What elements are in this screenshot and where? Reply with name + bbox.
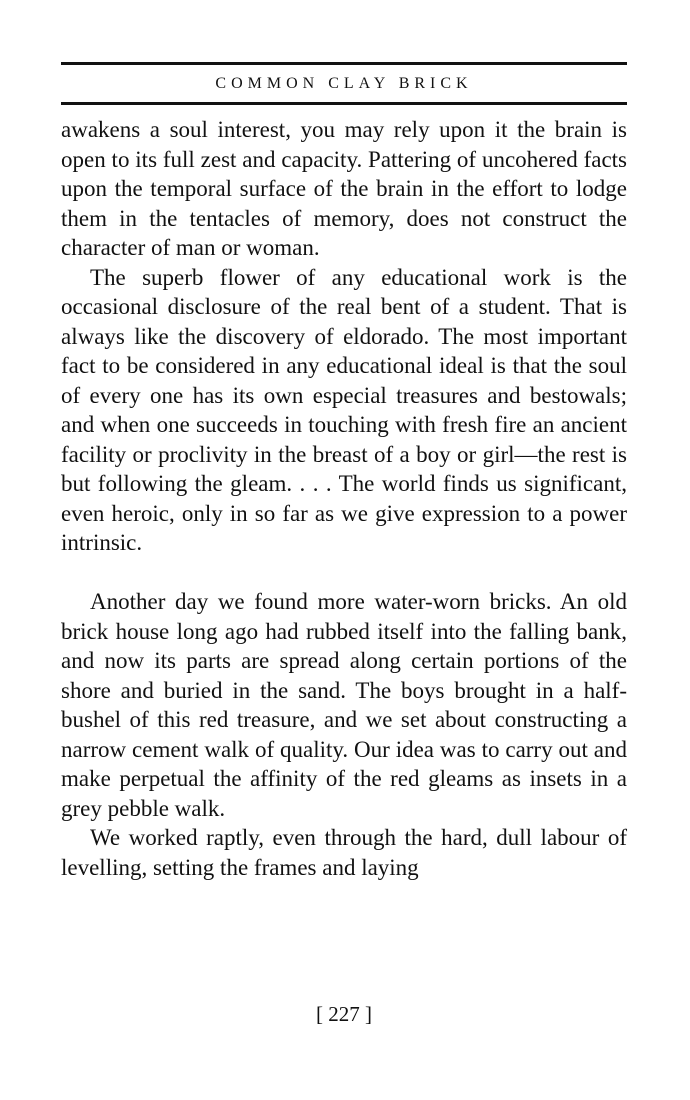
page-number: [ 227 ] <box>316 1002 372 1026</box>
header-top-rule <box>61 62 627 65</box>
paragraph: The superb flower of any educational work is the occasional disclosure of the real bent of a student. That is always like the discovery of eldorado. The most important fact to be considered in any educational ideal is that the soul of every one has its own especial treasures and bestowals; and when one succeeds in touching with fresh fire an ancient facility or proclivity in the breast of a boy or girl—the rest is but following the gleam. . . . The world finds us significant, even heroic, only in so far as we give expression to a power intrinsic. <box>61 264 627 555</box>
paragraph-continued: awakens a soul interest, you may rely upon it the brain is open to its full zest and capacity. Pattering of uncohered facts upon the temporal surface of the brain in the effort to lodge them in the tentacles of memory, does not construct the character of man or woman. <box>61 117 627 260</box>
body-text <box>61 115 627 882</box>
header-bottom-rule <box>61 102 627 105</box>
paragraph-new-section: Another day we found more water-worn bricks. An old brick house long ago had rubbed itself into the falling bank, and now its parts are spread along certain portions of the shore and buried in the sand. The boys brought in a half-bushel of this red treasure, and we set about constructing a narrow cement walk of quality. Our idea was to carry out and make perpetual the affinity of the red gleams as insets in a grey pebble walk. <box>61 589 627 821</box>
paragraph: We worked raptly, even through the hard, dull labour of levelling, setting the frames and laying <box>61 825 627 880</box>
running-head: COMMON CLAY BRICK <box>215 75 473 92</box>
